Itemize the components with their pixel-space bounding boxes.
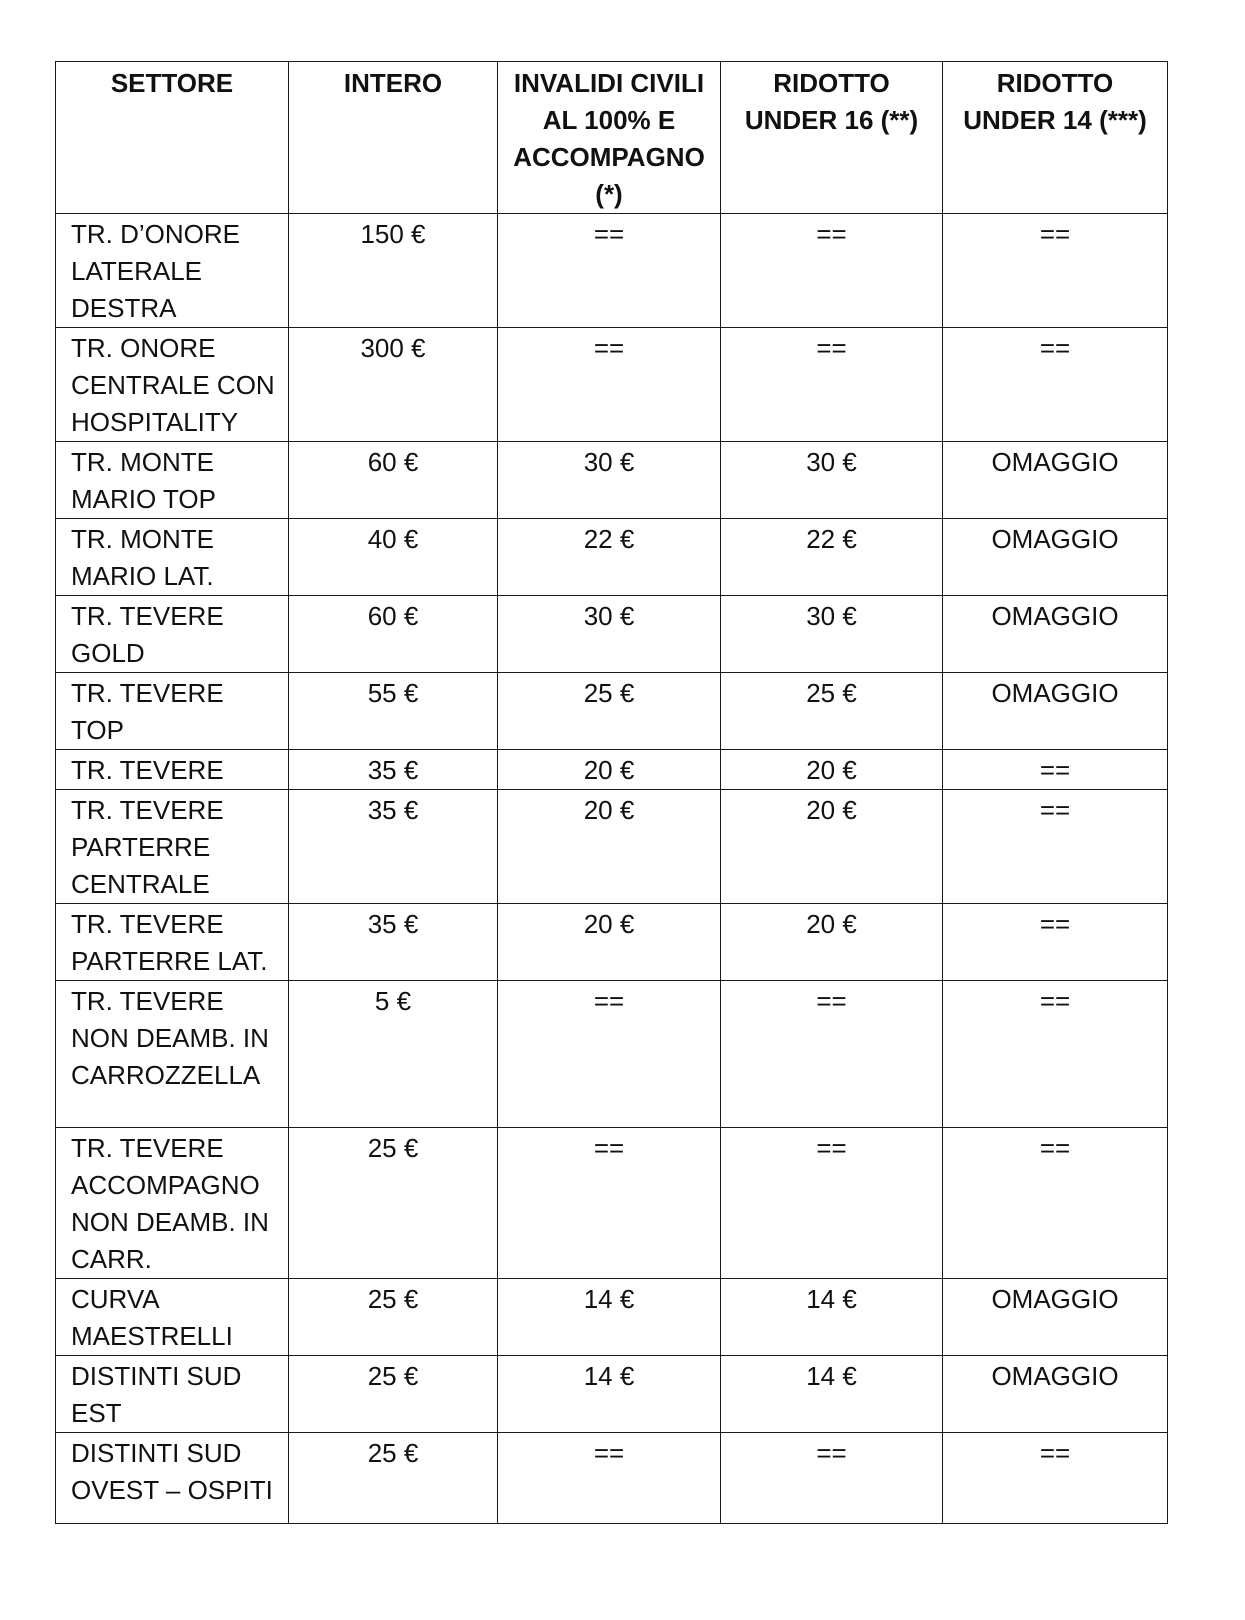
cell-invalidi: 30 € xyxy=(498,596,721,673)
cell-settore: TR. D’ONORE LATERALE DESTRA xyxy=(56,214,289,328)
cell-intero: 35 € xyxy=(289,750,498,790)
cell-settore: DISTINTI SUD OVEST – OSPITI xyxy=(56,1433,289,1524)
cell-invalidi: 25 € xyxy=(498,673,721,750)
cell-intero: 25 € xyxy=(289,1356,498,1433)
header-settore: SETTORE xyxy=(56,62,289,214)
cell-under14: == xyxy=(943,981,1168,1128)
cell-settore: TR. TEVERE PARTERRE LAT. xyxy=(56,904,289,981)
table-header xyxy=(56,62,1168,214)
cell-intero: 55 € xyxy=(289,673,498,750)
cell-settore: TR. TEVERE NON DEAMB. IN CARROZZELLA xyxy=(56,981,289,1128)
cell-settore: TR. MONTE MARIO TOP xyxy=(56,442,289,519)
cell-intero: 25 € xyxy=(289,1128,498,1279)
price-table xyxy=(55,61,1168,1524)
cell-under14: OMAGGIO xyxy=(943,519,1168,596)
table-row xyxy=(56,1356,1168,1433)
cell-intero: 300 € xyxy=(289,328,498,442)
cell-under16: 20 € xyxy=(721,790,943,904)
table-row xyxy=(56,790,1168,904)
table-row xyxy=(56,750,1168,790)
cell-invalidi: == xyxy=(498,1433,721,1524)
table-body xyxy=(56,214,1168,1524)
header-row xyxy=(56,62,1168,214)
cell-settore: TR. TEVERE ACCOMPAGNO NON DEAMB. IN CARR. xyxy=(56,1128,289,1279)
cell-under14: == xyxy=(943,214,1168,328)
header-under16: RIDOTTO UNDER 16 (**) xyxy=(721,62,943,214)
cell-invalidi: == xyxy=(498,981,721,1128)
cell-under16: 20 € xyxy=(721,904,943,981)
cell-under16: == xyxy=(721,981,943,1128)
header-intero: INTERO xyxy=(289,62,498,214)
cell-under16: 14 € xyxy=(721,1356,943,1433)
table-row xyxy=(56,596,1168,673)
cell-settore: TR. TEVERE TOP xyxy=(56,673,289,750)
cell-invalidi: 14 € xyxy=(498,1356,721,1433)
table-row xyxy=(56,442,1168,519)
cell-under14: == xyxy=(943,790,1168,904)
cell-under16: == xyxy=(721,1433,943,1524)
cell-intero: 60 € xyxy=(289,596,498,673)
cell-invalidi: == xyxy=(498,328,721,442)
cell-invalidi: 20 € xyxy=(498,790,721,904)
cell-intero: 25 € xyxy=(289,1433,498,1524)
cell-invalidi: 20 € xyxy=(498,904,721,981)
table-row xyxy=(56,1279,1168,1356)
header-under14: RIDOTTO UNDER 14 (***) xyxy=(943,62,1168,214)
cell-invalidi: 14 € xyxy=(498,1279,721,1356)
cell-invalidi: == xyxy=(498,1128,721,1279)
cell-settore: TR. ONORE CENTRALE CON HOSPITALITY xyxy=(56,328,289,442)
cell-under14: OMAGGIO xyxy=(943,1279,1168,1356)
cell-settore: TR. MONTE MARIO LAT. xyxy=(56,519,289,596)
cell-under14: OMAGGIO xyxy=(943,596,1168,673)
cell-settore: CURVA MAESTRELLI xyxy=(56,1279,289,1356)
table-row xyxy=(56,1433,1168,1524)
cell-invalidi: 20 € xyxy=(498,750,721,790)
table-row xyxy=(56,673,1168,750)
cell-under14: == xyxy=(943,750,1168,790)
table-row xyxy=(56,214,1168,328)
cell-intero: 40 € xyxy=(289,519,498,596)
cell-settore: TR. TEVERE GOLD xyxy=(56,596,289,673)
cell-under14: OMAGGIO xyxy=(943,1356,1168,1433)
cell-under16: 30 € xyxy=(721,596,943,673)
cell-intero: 5 € xyxy=(289,981,498,1128)
cell-intero: 35 € xyxy=(289,904,498,981)
cell-under14: OMAGGIO xyxy=(943,673,1168,750)
table-row xyxy=(56,904,1168,981)
cell-settore: DISTINTI SUD EST xyxy=(56,1356,289,1433)
cell-under16: 20 € xyxy=(721,750,943,790)
cell-intero: 60 € xyxy=(289,442,498,519)
cell-under16: == xyxy=(721,1128,943,1279)
cell-under14: == xyxy=(943,1128,1168,1279)
header-invalidi: INVALIDI CIVILI AL 100% E ACCOMPAGNO (*) xyxy=(498,62,721,214)
cell-under16: == xyxy=(721,328,943,442)
table-row xyxy=(56,328,1168,442)
cell-invalidi: == xyxy=(498,214,721,328)
cell-under14: == xyxy=(943,328,1168,442)
cell-under14: OMAGGIO xyxy=(943,442,1168,519)
table-row xyxy=(56,519,1168,596)
cell-under16: 30 € xyxy=(721,442,943,519)
cell-settore: TR. TEVERE xyxy=(56,750,289,790)
table-row xyxy=(56,981,1168,1128)
cell-intero: 25 € xyxy=(289,1279,498,1356)
cell-under16: 14 € xyxy=(721,1279,943,1356)
cell-invalidi: 22 € xyxy=(498,519,721,596)
cell-under16: 22 € xyxy=(721,519,943,596)
cell-under14: == xyxy=(943,1433,1168,1524)
cell-intero: 35 € xyxy=(289,790,498,904)
cell-settore: TR. TEVERE PARTERRE CENTRALE xyxy=(56,790,289,904)
cell-under14: == xyxy=(943,904,1168,981)
cell-under16: == xyxy=(721,214,943,328)
cell-intero: 150 € xyxy=(289,214,498,328)
cell-under16: 25 € xyxy=(721,673,943,750)
table-row xyxy=(56,1128,1168,1279)
cell-invalidi: 30 € xyxy=(498,442,721,519)
